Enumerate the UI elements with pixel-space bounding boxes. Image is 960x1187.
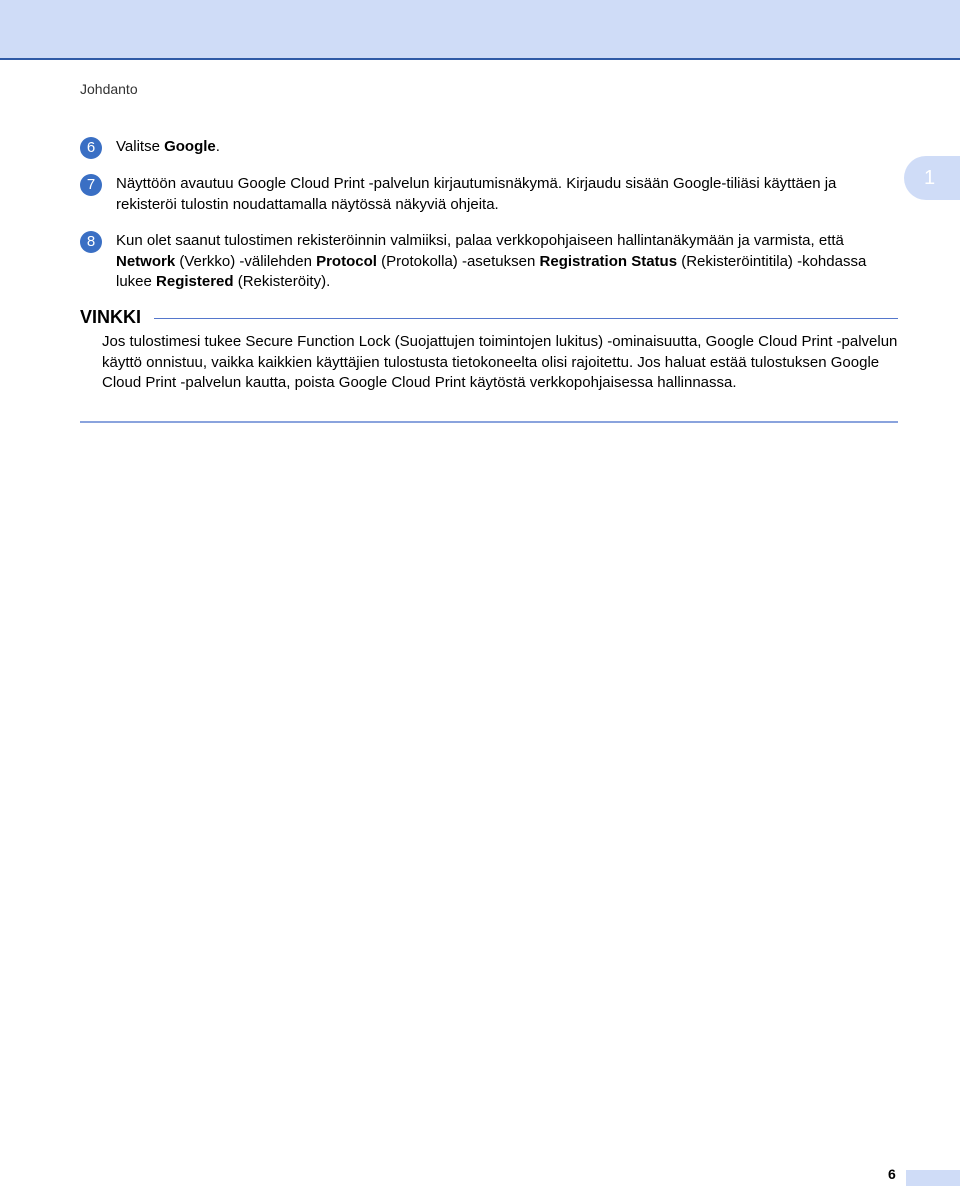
text-run: Valitse: [116, 138, 165, 155]
note-text: Jos tulostimesi tukee Secure Function Lock (Suojattujen toimintojen lukitus) -ominaisuutta, Google Cloud Print -palvelun käyttö onnistuu, vaikka kaikkien käyttäjien tulostusta tietokoneelta olisi rajoitettu. Jos haluat estää tulostuksen Google Cloud Print -palvelun kautta, poista Google Cloud Print käytöstä verkkopohjaisessa hallinnassa.: [102, 333, 898, 391]
bold-term: Registered: [156, 273, 234, 290]
top-header-band: [0, 0, 960, 60]
text-run: Kun olet saanut tulostimen rekisteröinnin valmiiksi, palaa verkkopohjaiseen hallintanäkymään ja varmista, että: [116, 232, 844, 249]
step-number-badge: 8: [80, 231, 102, 253]
bold-term: Network: [116, 252, 176, 270]
text-run: (Verkko) -välilehden: [175, 252, 317, 270]
page-number: 6: [888, 1166, 896, 1182]
section-title: Johdanto: [80, 81, 138, 97]
chapter-tab: [904, 156, 960, 200]
bold-term: Protocol: [316, 252, 377, 270]
step-number-badge: 6: [80, 137, 102, 159]
text-run: (Protokolla) -asetuksen: [376, 252, 540, 270]
bold-term: Google: [164, 138, 216, 155]
step-text: [116, 137, 870, 158]
note-heading: VINKKI: [80, 307, 142, 327]
page-tab: [906, 1170, 960, 1186]
text-run: .: [215, 138, 220, 155]
note-bottom-rule: [80, 421, 898, 423]
step-text: [116, 231, 870, 293]
text-run: Näyttöön avautuu Google Cloud Print -palvelun kirjautumisnäkymä. Kirjaudu sisään Google-tiliäsi käyttäen ja rekisteröi tulostin noudattamalla näytössä näkyviä ohjeita.: [116, 175, 837, 213]
text-run: (Rekisteröintitila) -kohdassa lukee: [116, 252, 867, 290]
text-run: (Rekisteröity).: [233, 273, 331, 290]
bold-term: Registration Status: [539, 252, 678, 270]
note-heading-rule: [154, 318, 898, 319]
step-text: [116, 174, 870, 215]
chapter-number: 1: [924, 167, 936, 189]
step-number-badge: 7: [80, 174, 102, 196]
